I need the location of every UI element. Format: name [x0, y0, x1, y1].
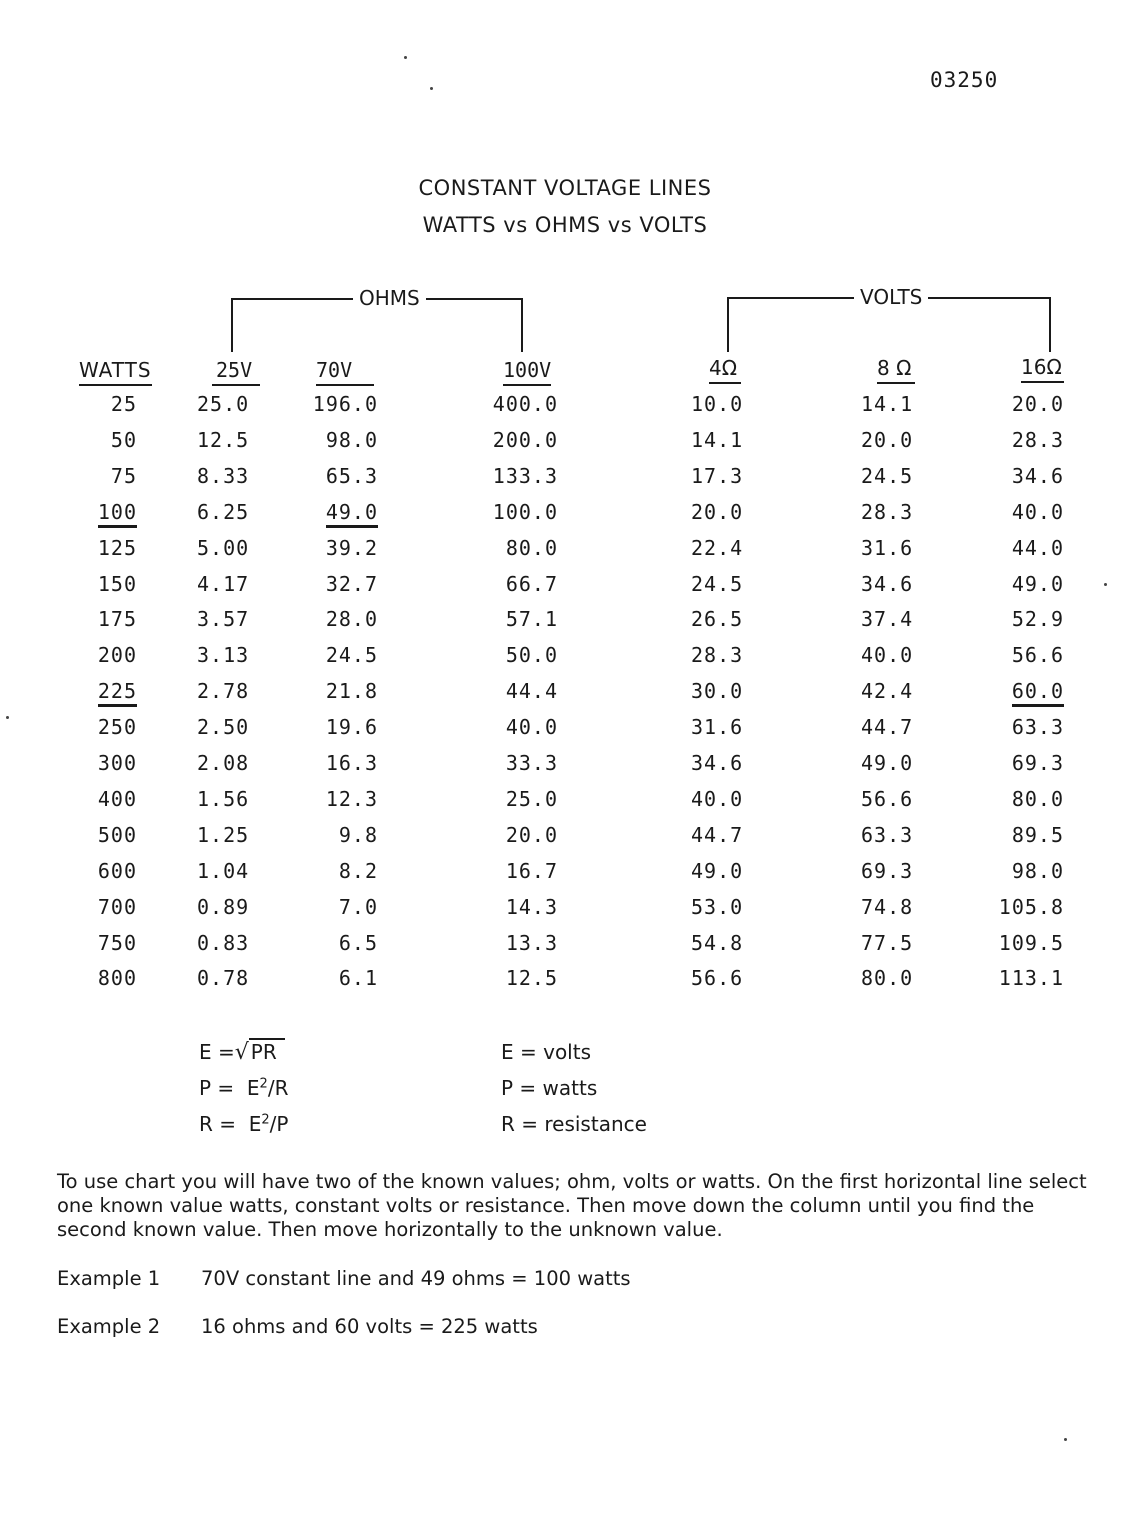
table-cell-ohm16: 69.3 — [1011, 751, 1064, 775]
table-cell-v70: 196.0 — [312, 392, 378, 416]
table-cell-ohm16: 44.0 — [1011, 536, 1064, 560]
table-cell-v70: 65.3 — [325, 464, 378, 488]
table-cell-v70: 39.2 — [325, 536, 378, 560]
scan-speck — [404, 56, 407, 59]
table-cell-v70: 6.1 — [338, 966, 378, 990]
table-cell-v25: 1.56 — [197, 787, 250, 811]
table-cell-ohm16: 20.0 — [1011, 392, 1064, 416]
table-cell-watts: 100 — [98, 500, 137, 528]
table-cell-ohm16: 105.8 — [998, 895, 1064, 919]
table-cell-v25: 0.83 — [197, 931, 250, 955]
table-cell-v100: 100.0 — [492, 500, 558, 524]
table-cell-ohm4: 54.8 — [691, 931, 744, 955]
table-cell-ohm4: 31.6 — [691, 715, 744, 739]
table-cell-ohm4: 24.5 — [691, 572, 744, 596]
table-cell-v25: 3.13 — [197, 643, 250, 667]
table-cell-watts: 400 — [97, 787, 137, 811]
table-cell-ohm8: 34.6 — [861, 572, 914, 596]
header-8-ohm: 8 Ω — [877, 356, 915, 384]
table-cell-ohm8: 80.0 — [861, 966, 914, 990]
formula-r-rhs: E — [248, 1112, 262, 1136]
table-cell-ohm8: 31.6 — [861, 536, 914, 560]
formula-r-lhs: R = — [199, 1112, 237, 1136]
volts-group-label: VOLTS — [854, 285, 928, 309]
table-cell-ohm8: 24.5 — [861, 464, 914, 488]
table-cell-v70: 28.0 — [325, 607, 378, 631]
table-cell-ohm16: 56.6 — [1011, 643, 1064, 667]
table-cell-v70: 6.5 — [338, 931, 378, 955]
table-cell-v100: 57.1 — [505, 607, 558, 631]
table-cell-ohm16: 109.5 — [998, 931, 1064, 955]
table-cell-ohm4: 14.1 — [691, 428, 744, 452]
table-cell-v25: 5.00 — [197, 536, 250, 560]
table-cell-v100: 16.7 — [505, 859, 558, 883]
page-title: CONSTANT VOLTAGE LINES — [418, 176, 712, 200]
table-cell-v25: 2.78 — [197, 679, 250, 703]
table-cell-v25: 1.04 — [197, 859, 250, 883]
table-cell-watts: 600 — [97, 859, 137, 883]
table-cell-ohm16: 28.3 — [1011, 428, 1064, 452]
example-1-text: 70V constant line and 49 ohms = 100 watts — [201, 1267, 631, 1290]
table-cell-v70: 24.5 — [325, 643, 378, 667]
table-cell-ohm16: 80.0 — [1011, 787, 1064, 811]
table-cell-v70: 98.0 — [325, 428, 378, 452]
table-cell-watts: 250 — [97, 715, 137, 739]
page-subtitle: WATTS vs OHMS vs VOLTS — [422, 213, 708, 237]
table-cell-ohm16: 89.5 — [1011, 823, 1064, 847]
table-cell-v100: 133.3 — [492, 464, 558, 488]
table-cell-v70: 9.8 — [338, 823, 378, 847]
table-cell-v100: 12.5 — [505, 966, 558, 990]
table-cell-v25: 6.25 — [197, 500, 250, 524]
ohms-group-label: OHMS — [353, 286, 426, 310]
table-cell-ohm8: 74.8 — [861, 895, 914, 919]
table-cell-ohm16: 98.0 — [1011, 859, 1064, 883]
table-cell-v70: 8.2 — [338, 859, 378, 883]
table-cell-ohm4: 10.0 — [691, 392, 744, 416]
table-cell-watts: 800 — [97, 966, 137, 990]
instructions-paragraph: To use chart you will have two of the known values; ohm, volts or watts. On the first horizontal line select one known value watts, constant volts or resistance. Then move down the column until you find the second known value. Then move horizontally to the unknown value. — [57, 1170, 1087, 1241]
example-2-text: 16 ohms and 60 volts = 225 watts — [201, 1315, 538, 1338]
table-cell-watts: 700 — [97, 895, 137, 919]
header-25v: 25V — [212, 358, 260, 386]
table-cell-v100: 200.0 — [492, 428, 558, 452]
table-cell-v100: 80.0 — [505, 536, 558, 560]
table-cell-ohm8: 77.5 — [861, 931, 914, 955]
table-cell-watts: 50 — [110, 428, 137, 452]
table-cell-ohm4: 30.0 — [691, 679, 744, 703]
scan-speck — [1064, 1438, 1067, 1441]
table-cell-ohm16: 113.1 — [998, 966, 1064, 990]
formula-p — [199, 1076, 288, 1100]
scan-speck — [430, 87, 433, 90]
table-cell-watts: 500 — [97, 823, 137, 847]
table-cell-ohm8: 56.6 — [861, 787, 914, 811]
table-cell-ohm16: 40.0 — [1011, 500, 1064, 524]
formula-e — [199, 1040, 285, 1065]
table-cell-v25: 0.89 — [197, 895, 250, 919]
table-cell-ohm4: 40.0 — [691, 787, 744, 811]
table-cell-v25: 8.33 — [197, 464, 250, 488]
table-cell-watts: 225 — [98, 679, 137, 707]
example-1-label: Example 1 — [57, 1267, 161, 1290]
table-cell-v25: 4.17 — [197, 572, 250, 596]
table-cell-ohm4: 53.0 — [691, 895, 744, 919]
formula-e-lhs: E = — [199, 1040, 235, 1064]
table-cell-v25: 2.50 — [197, 715, 250, 739]
table-cell-v70: 16.3 — [325, 751, 378, 775]
table-cell-v25: 0.78 — [197, 966, 250, 990]
table-cell-ohm8: 42.4 — [861, 679, 914, 703]
table-cell-v100: 44.4 — [505, 679, 558, 703]
table-cell-v100: 20.0 — [505, 823, 558, 847]
table-cell-v100: 25.0 — [505, 787, 558, 811]
table-cell-v25: 12.5 — [197, 428, 250, 452]
table-cell-ohm8: 20.0 — [861, 428, 914, 452]
table-cell-ohm8: 63.3 — [861, 823, 914, 847]
table-cell-watts: 750 — [97, 931, 137, 955]
formula-e-rhs: PR — [249, 1038, 285, 1064]
table-cell-ohm4: 20.0 — [691, 500, 744, 524]
table-cell-watts: 300 — [97, 751, 137, 775]
table-cell-v70: 7.0 — [338, 895, 378, 919]
ohms-bracket — [231, 286, 523, 352]
table-cell-ohm8: 44.7 — [861, 715, 914, 739]
table-cell-ohm16: 34.6 — [1011, 464, 1064, 488]
table-cell-ohm16: 63.3 — [1011, 715, 1064, 739]
table-cell-v25: 2.08 — [197, 751, 250, 775]
formula-r-rest: /P — [269, 1112, 289, 1136]
table-cell-ohm4: 56.6 — [691, 966, 744, 990]
example-2-label: Example 2 — [57, 1315, 161, 1338]
header-4-ohm: 4Ω — [709, 356, 741, 384]
table-cell-ohm8: 28.3 — [861, 500, 914, 524]
table-cell-v100: 13.3 — [505, 931, 558, 955]
table-cell-ohm4: 28.3 — [691, 643, 744, 667]
formula-r-exponent: 2 — [261, 1112, 270, 1128]
table-cell-ohm4: 22.4 — [691, 536, 744, 560]
formula-p-exponent: 2 — [259, 1076, 268, 1092]
table-cell-v100: 14.3 — [505, 895, 558, 919]
table-cell-v100: 50.0 — [505, 643, 558, 667]
table-cell-v100: 40.0 — [505, 715, 558, 739]
header-16-ohm: 16Ω — [1021, 355, 1064, 383]
table-cell-v70: 19.6 — [325, 715, 378, 739]
table-cell-ohm4: 49.0 — [691, 859, 744, 883]
table-cell-v70: 49.0 — [326, 500, 378, 528]
formula-p-lhs: P = — [199, 1076, 235, 1100]
formula-p-rest: /R — [267, 1076, 289, 1100]
table-cell-v25: 3.57 — [197, 607, 250, 631]
table-cell-watts: 175 — [97, 607, 137, 631]
table-cell-watts: 25 — [110, 392, 137, 416]
legend-e: E = volts — [501, 1040, 591, 1064]
table-cell-ohm16: 60.0 — [1012, 679, 1064, 707]
header-100v: 100V — [503, 358, 551, 386]
header-watts: WATTS — [79, 358, 152, 386]
table-cell-v100: 400.0 — [492, 392, 558, 416]
table-cell-watts: 125 — [97, 536, 137, 560]
legend-r: R = resistance — [501, 1112, 647, 1136]
volts-bracket — [727, 285, 1051, 352]
table-cell-v70: 32.7 — [325, 572, 378, 596]
table-cell-v70: 21.8 — [325, 679, 378, 703]
table-cell-ohm8: 14.1 — [861, 392, 914, 416]
table-cell-ohm4: 34.6 — [691, 751, 744, 775]
table-cell-v100: 66.7 — [505, 572, 558, 596]
table-cell-ohm8: 49.0 — [861, 751, 914, 775]
scan-speck — [6, 716, 9, 719]
table-cell-watts: 150 — [97, 572, 137, 596]
header-70v: 70V — [316, 358, 374, 386]
table-cell-ohm8: 40.0 — [861, 643, 914, 667]
formula-p-rhs: E — [246, 1076, 260, 1100]
table-cell-v70: 12.3 — [325, 787, 378, 811]
document-number: 03250 — [930, 68, 999, 92]
table-cell-ohm4: 44.7 — [691, 823, 744, 847]
table-cell-ohm16: 49.0 — [1011, 572, 1064, 596]
table-cell-ohm16: 52.9 — [1011, 607, 1064, 631]
table-cell-watts: 200 — [97, 643, 137, 667]
table-cell-watts: 75 — [110, 464, 137, 488]
legend-p: P = watts — [501, 1076, 598, 1100]
table-cell-v100: 33.3 — [505, 751, 558, 775]
table-cell-v25: 25.0 — [197, 392, 250, 416]
table-cell-ohm4: 17.3 — [691, 464, 744, 488]
formula-r — [199, 1112, 288, 1136]
table-cell-v25: 1.25 — [197, 823, 250, 847]
table-cell-ohm4: 26.5 — [691, 607, 744, 631]
table-cell-ohm8: 37.4 — [861, 607, 914, 631]
table-cell-ohm8: 69.3 — [861, 859, 914, 883]
sqrt-icon: √ — [234, 1040, 249, 1065]
scan-speck — [1104, 583, 1107, 586]
